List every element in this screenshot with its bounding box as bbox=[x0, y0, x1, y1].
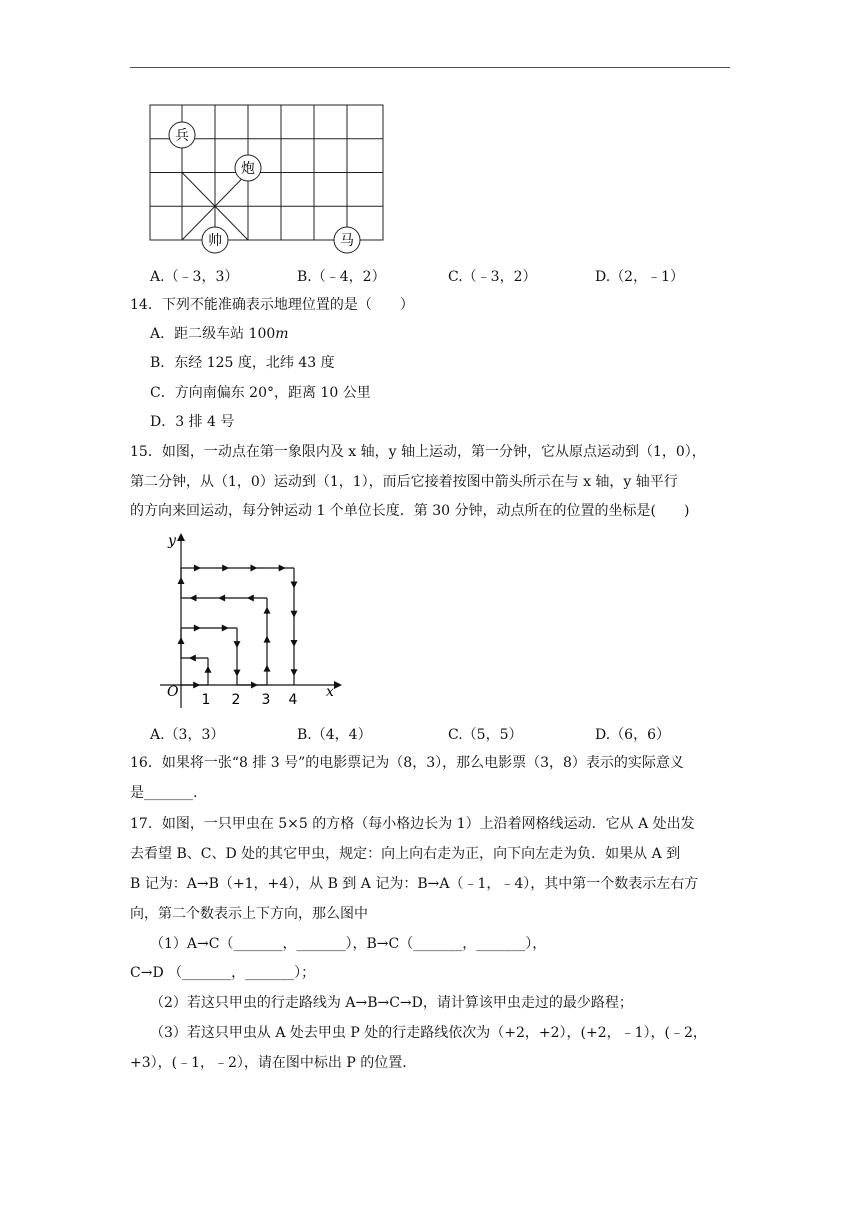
q15-option-a[interactable]: A.（3，3） bbox=[150, 727, 225, 743]
arrow-head bbox=[250, 565, 257, 572]
q17-line-3: B 记为：A→B（+1，+4），从 B 到 A 记为：B→A（﹣1，﹣4），其中第一个数表示左右方 bbox=[130, 876, 699, 892]
x-tick-1: 1 bbox=[201, 692, 211, 708]
arrow-head bbox=[205, 666, 212, 673]
q17-line-2: 去看望 B、C、D 处的其它甲虫，规定：向上向右走为正，向下向左走为负．如果从 A 到 bbox=[130, 846, 681, 862]
q15-option-d[interactable]: D.（6，6） bbox=[595, 727, 671, 743]
q13-option-a[interactable]: A.（﹣3，3） bbox=[150, 269, 239, 285]
q17-part-3: （3）若这只甲虫从 A 处去甲虫 P 处的行走路线依次为（+2，+2），(+2，﹣1），(﹣2， bbox=[150, 1025, 707, 1041]
arrow-head bbox=[193, 682, 200, 689]
q17-part-3-cont: +3），(﹣1，﹣2），请在图中标出 P 的位置． bbox=[130, 1055, 417, 1071]
q15-option-c[interactable]: C.（5，5） bbox=[448, 727, 523, 743]
x-tick-4: 4 bbox=[288, 692, 298, 708]
q13-option-b[interactable]: B.（﹣4，2） bbox=[297, 269, 386, 285]
q15-path-graph bbox=[160, 530, 350, 715]
arrow-head bbox=[264, 607, 271, 614]
x-tick-3: 3 bbox=[261, 692, 271, 708]
q17-line-1: 17．如图，一只甲虫在 5×5 的方格（每小格边长为 1）上沿着网格线运动．它从 A 处出发 bbox=[130, 816, 695, 832]
q14-option-a[interactable]: A．距二级车站 100m bbox=[150, 326, 289, 342]
q16-line-2: 是_______. bbox=[130, 785, 198, 801]
q16-line-1: 16．如果将一张“8 排 3 号”的电影票记为（8，3），那么电影票（3，8）表示的实际意义 bbox=[130, 755, 684, 771]
arrow-head bbox=[247, 595, 254, 602]
q14-option-c[interactable]: C．方向南偏东 20°，距离 10 公里 bbox=[150, 385, 371, 401]
svg-text:马: 马 bbox=[340, 233, 354, 249]
arrow-head bbox=[279, 565, 286, 572]
arrow-head bbox=[194, 625, 201, 632]
q13-option-d[interactable]: D.（2，﹣1） bbox=[595, 269, 685, 285]
x-axis-label: x bbox=[326, 684, 334, 700]
arrow-head bbox=[218, 595, 225, 602]
q17-line-4: 向，第二个数表示上下方向，那么图中 bbox=[130, 906, 368, 922]
q17-part-2: （2）若这只甲虫的行走路线为 A→B→C→D，请计算该甲虫走过的最少路程； bbox=[150, 995, 633, 1011]
q14-option-b[interactable]: B．东经 125 度，北纬 43 度 bbox=[150, 355, 335, 371]
svg-text:炮: 炮 bbox=[241, 161, 255, 177]
arrow-head bbox=[194, 565, 201, 572]
chess-board-figure bbox=[140, 95, 400, 260]
arrow-head bbox=[222, 565, 229, 572]
arrow-head bbox=[291, 611, 298, 618]
q14-stem: 14．下列不能准确表示地理位置的是（ ） bbox=[130, 297, 414, 313]
x-tick-2: 2 bbox=[231, 692, 241, 708]
q17-part-1: （1）A→C（_______，_______），B→C（_______，_______）， bbox=[150, 936, 547, 952]
q15-stem-line-3: 的方向来回运动，每分钟运动 1 个单位长度．第 30 分钟，动点所在的位置的坐标是( ) bbox=[130, 503, 690, 519]
header-rule bbox=[130, 67, 730, 68]
q15-stem-line-1: 15．如图，一动点在第一象限内及 x 轴，y 轴上运动，第一分钟，它从原点运动到（1，0）， bbox=[130, 444, 706, 460]
piece-shuai bbox=[202, 227, 228, 253]
arrow-head bbox=[234, 641, 241, 648]
q17-part-1-cont: C→D （_______，_______）； bbox=[130, 965, 316, 981]
q15-stem-line-2: 第二分钟，从（1，0）运动到（1，1），而后它接着按图中箭头所示在与 x 轴，y 轴平行 bbox=[130, 474, 678, 490]
svg-text:帅: 帅 bbox=[208, 233, 222, 249]
origin-label: O bbox=[167, 684, 179, 700]
arrow-head bbox=[291, 669, 298, 676]
arrow-head bbox=[291, 640, 298, 647]
piece-bing bbox=[169, 122, 195, 148]
piece-ma bbox=[334, 227, 360, 253]
arrow-head bbox=[291, 582, 298, 589]
arrow-head bbox=[222, 625, 229, 632]
arrow-head bbox=[178, 637, 185, 644]
y-axis-label: y bbox=[168, 533, 176, 549]
arrow-head bbox=[264, 636, 271, 643]
q14-option-d[interactable]: D．3 排 4 号 bbox=[150, 414, 235, 430]
arrow-head bbox=[264, 665, 271, 672]
arrow-head bbox=[178, 577, 185, 584]
arrow-head bbox=[234, 670, 241, 677]
arrow-head bbox=[251, 682, 258, 689]
arrow-head bbox=[189, 595, 196, 602]
q15-option-b[interactable]: B.（4，4） bbox=[297, 727, 372, 743]
svg-text:兵: 兵 bbox=[175, 128, 189, 144]
q13-option-c[interactable]: C.（﹣3，2） bbox=[448, 269, 537, 285]
piece-pao bbox=[235, 155, 261, 181]
arrow-head bbox=[189, 655, 196, 662]
